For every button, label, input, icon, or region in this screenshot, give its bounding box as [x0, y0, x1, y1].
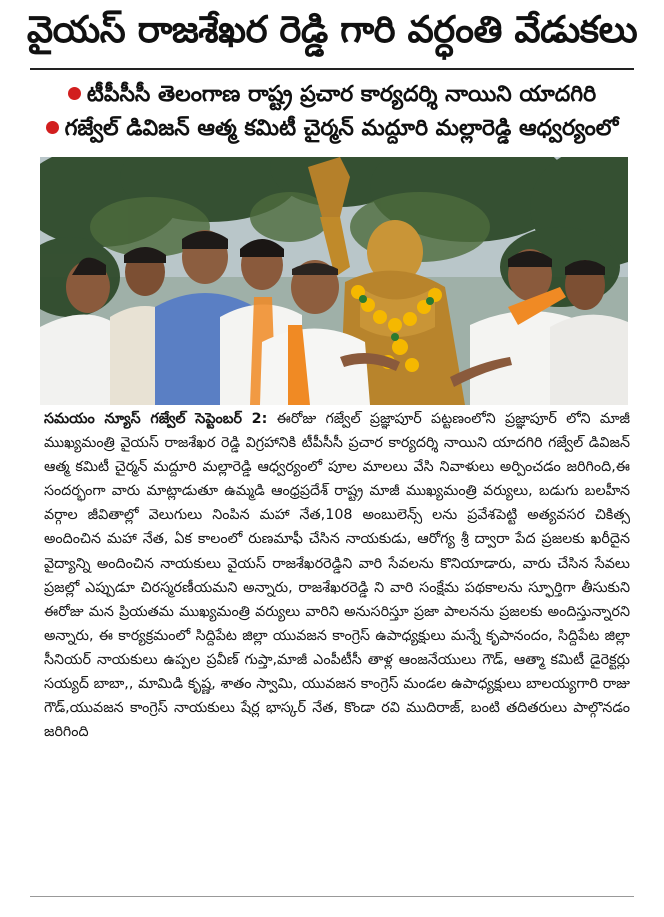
subhead-1-text: టీపీసీసీ తెలంగాణ రాష్ట్ర ప్రచార కార్యదర్శి నాయిని యాదగిరి — [86, 82, 597, 107]
subhead-2 — [0, 113, 664, 145]
subhead-2-text: గజ్వేల్ డివిజన్ ఆత్మ కమిటీ చైర్మన్ మద్దూరి మల్లారెడ్డి ఆధ్వర్యంలో — [64, 116, 619, 141]
news-photo — [40, 157, 628, 405]
article-body — [44, 407, 630, 744]
body-text: ఈరోజు గజ్వేల్ ప్రజ్ఞాపూర్ పట్టణంలోని ప్రజ్ఞాపూర్ లోని మాజీ ముఖ్యమంత్రి వైయస్ రాజశేఖర రెడ్డి విగ్రహానికి టీపీసీసీ ప్రచార కార్యదర్శి నాయిని యాదగిరి గజ్వేల్ డివిజన్ ఆత్మ కమిటీ చైర్మన్ మద్దూరి మల్లారెడ్డి ఆధ్వర్యంలో పూల మాలలు వేసి నివాళులు అర్పించడం జరిగింది,ఈ సందర్భంగా వారు మాట్లాడుతూ ఉమ్మడి ఆంధ్రప్రదేశ్ రాష్ట్ర మాజీ ముఖ్యమంత్రి వర్యులు, బడుగు బలహీన వర్గాల జీవితాల్లో వెలుగులు నింపిన మహా నేత,108 అంబులెన్స్ లను ప్రవేశపెట్టి అత్యవసర చికిత్స అందించిన మహా నేత, ఏక కాలంలో రుణమాఫీ చేసిన నాయకుడు, ఆరోగ్య శ్రీ ద్వారా పేద ప్రజలకు ఖరీదైన వైద్యాన్ని అందించిన నాయకులు వైయస్ రాజశేఖరరెడ్డిని వారి సేవలను కొనియాడారు, వారు చేసిన సేవలు ప్రజల్లో ఎప్పుడూ చిరస్మరణీయమని అన్నారు, రాజశేఖరరెడ్డి ని వారి సంక్షేమ పథకాలను స్ఫూర్తిగా తీసుకుని ఈరోజు మన ప్రియతమ ముఖ్యమంత్రి వర్యులు వారిని అనుసరిస్తూ ప్రజా పాలనను ప్రజలకు అందిస్తున్నారని అన్నారు, ఈ కార్యక్రమంలో సిద్దిపేట జిల్లా యువజన కాంగ్రెస్ ఉపాధ్యక్షులు మన్నే కృపానందం, సిద్దిపేట జిల్లా సీనియర్ నాయకులు ఉప్పల ప్రవీణ్ గుప్తా,మాజీ ఎంపీటీసీ తాళ్ల ఆంజనేయులు గౌడ్, ఆత్మా కమిటీ డైరెక్టర్లు సయ్యద్ బాబా,, మామిడి కృష్ణ, శాతం స్వామి, యువజన కాంగ్రెస్ మండల ఉపాధ్యక్షులు బాలయ్యగారి రాజు గౌడ్,యువజన కాంగ్రెస్ నాయకులు షేర్ల భాస్కర్ నేత, కొండా రవి ముదిరాజ్, బంటి తదితరులు పాల్గొనడం జరిగింది — [44, 411, 630, 741]
bottom-rule — [30, 896, 634, 897]
headline: వైయస్ రాజశేఖర రెడ్డి గారి వర్ధంతి వేడుకలు — [26, 8, 638, 51]
subhead-1 — [0, 79, 664, 111]
red-bullet-icon — [68, 87, 81, 100]
red-bullet-icon — [46, 121, 59, 134]
headline-rule — [30, 68, 634, 70]
dateline: సమయం న్యూస్ గజ్వేల్ సెప్టెంబర్ 2: — [44, 411, 268, 427]
